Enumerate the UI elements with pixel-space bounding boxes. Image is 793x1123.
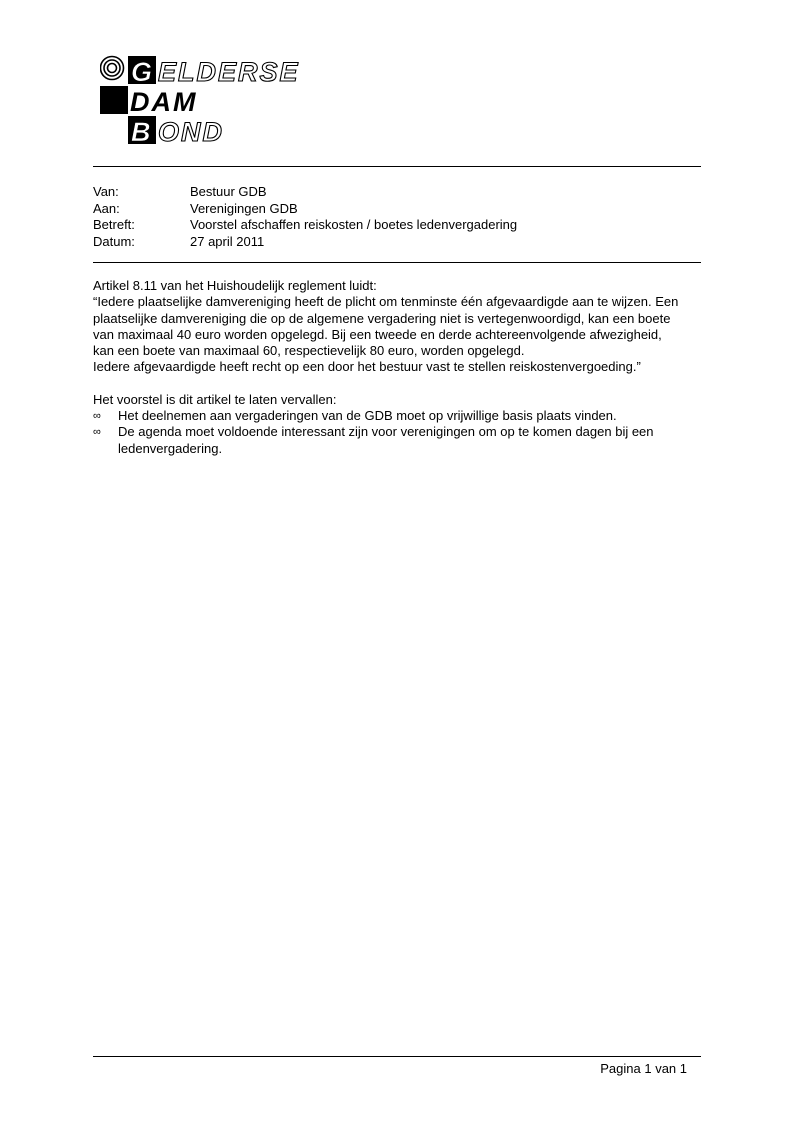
infinity-bullet-icon: ∞	[93, 426, 101, 439]
logo-word-ond: OND	[158, 117, 224, 146]
memo-date-label: Datum:	[93, 233, 135, 249]
logo-square-2	[100, 86, 128, 114]
quote-line-3: van maximaal 40 euro worden opgelegd. Bij een tweede en derde achtereenvolgende afwezigheid,	[93, 326, 662, 342]
header-divider	[93, 166, 701, 167]
gelderse-dambond-logo	[100, 54, 340, 146]
logo-word-elderse: ELDERSE	[158, 57, 300, 87]
proposal-list	[93, 408, 703, 457]
logo-letter-b: B	[131, 117, 153, 146]
memo-from-row	[93, 184, 517, 201]
memo-to-row	[93, 201, 517, 218]
memo-body	[93, 278, 703, 457]
memo-header	[93, 184, 517, 250]
quote-line-1: “Iedere plaatselijke damvereniging heeft de plicht om tenminste één afgevaardigde aan te wijzen. Een	[93, 294, 679, 310]
footer-divider	[93, 1056, 701, 1057]
infinity-bullet-icon: ∞	[93, 410, 101, 423]
memo-subject-label: Betreft:	[93, 217, 135, 232]
memo-from-value: Bestuur GDB	[190, 184, 267, 199]
memo-date-row	[93, 234, 517, 251]
logo-letter-g: G	[131, 57, 155, 87]
memo-to-value: Verenigingen GDB	[190, 200, 298, 216]
memo-subject-row	[93, 217, 517, 234]
memo-subject-value: Voorstel afschaffen reiskosten / boetes ledenvergadering	[190, 217, 518, 232]
memo-from-label: Van:	[93, 184, 119, 199]
quote-line-2: plaatselijke damvereniging die op de algemene vergadering niet is vertegenwoordigd, kan een boete	[93, 310, 671, 326]
quote-line-4: kan een boete van maximaal 60, respectievelijk 80 euro, worden opgelegd.	[93, 343, 525, 359]
bullet-2-line-1: De agenda moet voldoende interessant zijn voor verenigingen om op te komen dagen bij een	[118, 424, 654, 440]
list-item	[93, 408, 703, 424]
meta-divider	[93, 262, 701, 263]
quote-line-5: Iedere afgevaardigde heeft recht op een door het bestuur vast te stellen reiskostenvergoeding.”	[93, 359, 641, 375]
bullet-2-line-2: ledenvergadering.	[118, 440, 223, 456]
proposal-intro: Het voorstel is dit artikel te laten vervallen:	[93, 391, 337, 407]
memo-to-label: Aan:	[93, 200, 120, 216]
article-intro: Artikel 8.11 van het Huishoudelijk reglement luidt:	[93, 278, 377, 293]
memo-date-value: 27 april 2011	[190, 233, 265, 249]
target-circle-icon	[101, 57, 124, 80]
page-number: Pagina 1 van 1	[600, 1061, 687, 1076]
bullet-1-line-1: Het deelnemen aan vergaderingen van de GDB moet op vrijwillige basis plaats vinden.	[118, 408, 617, 424]
logo-word-dam: DAM	[130, 87, 198, 117]
list-item	[93, 424, 703, 457]
